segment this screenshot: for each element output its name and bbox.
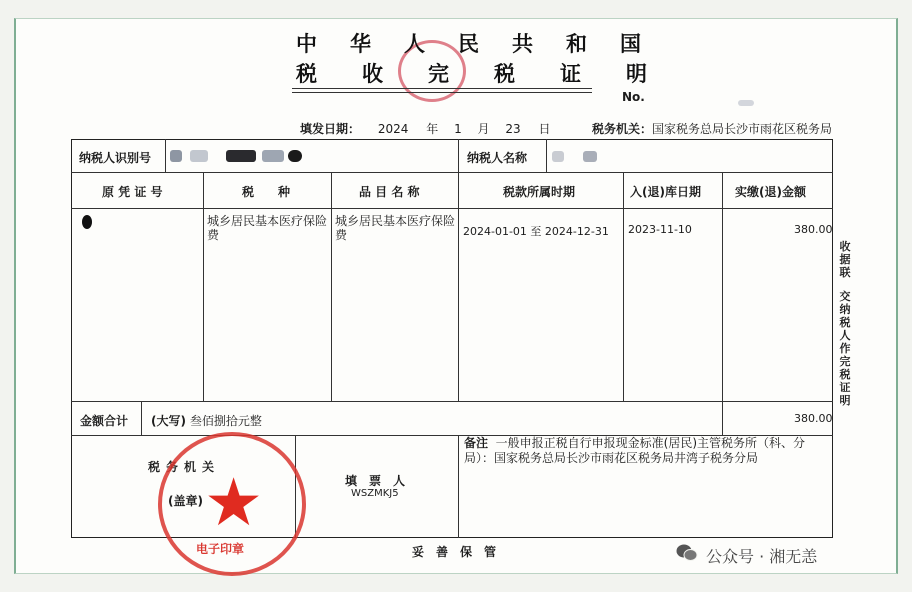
filler-label: 填 票 人 (345, 474, 406, 488)
remark: 备注 一般申报正税自行申报现金标准(居民)主管税务所（科、分局）：国家税务总局长沙市雨花区税务局井湾子税务分局 (464, 436, 806, 465)
certificate-number-redacted (738, 100, 754, 106)
header-tax-type: 税 种 (242, 185, 291, 199)
taxpayer-name-redacted (552, 151, 564, 162)
seal-star-icon: ★ (204, 464, 264, 541)
row-tax-type: 城乡居民基本医疗保险费 (207, 214, 328, 242)
title-line-2: 税 收 完 税 证 明 (296, 62, 647, 86)
side-text-certificate: 交纳税人作完税证明 (839, 290, 851, 407)
wechat-icon (676, 543, 698, 563)
tax-office-label: 税务机关 (148, 460, 221, 474)
watermark-text: 公众号 · 湘无恙 (706, 547, 818, 566)
certificate-number-label: No. (622, 90, 645, 104)
row-item-name: 城乡居民基本医疗保险费 (335, 214, 456, 242)
taxpayer-id-redacted (170, 150, 182, 162)
voucher-number-redacted (82, 215, 92, 229)
header-original-voucher: 原 凭 证 号 (102, 185, 163, 199)
title-underline (292, 88, 592, 93)
taxpayer-id-label: 纳税人识别号 (79, 151, 152, 165)
keep-safe-text: 妥 善 保 管 (412, 545, 497, 559)
total-label: 金额合计 (80, 414, 129, 428)
header-tax-period: 税款所属时期 (503, 185, 576, 199)
row-amount: 380.00 (794, 223, 833, 236)
total-amount: 380.00 (794, 412, 833, 425)
row-tax-period: 2024-01-01 至 2024-12-31 (463, 225, 609, 238)
title-line-1: 中 华 人 民 共 和 国 (296, 32, 641, 56)
total-capital: (大写) 叁佰捌拾元整 (151, 414, 262, 428)
header-paid-amount: 实缴(退)金额 (735, 185, 806, 199)
header-item-name: 品 目 名 称 (359, 185, 420, 199)
header-storage-date: 入(退)库日期 (630, 185, 701, 199)
taxpayer-name-label: 纳税人名称 (467, 151, 528, 165)
row-storage-date: 2023-11-10 (628, 223, 692, 236)
side-text-receipt: 收据联 (839, 240, 851, 279)
filler-value: WSZMKJ5 (351, 488, 399, 499)
seal-label: (盖章) (168, 494, 203, 508)
seal-text: 电子印章 (196, 542, 245, 556)
tax-authority: 税务机关：国家税务总局长沙市雨花区税务局 (592, 122, 833, 136)
fill-date: 填发日期： 2024 年 1 月 23 日 (300, 122, 551, 136)
